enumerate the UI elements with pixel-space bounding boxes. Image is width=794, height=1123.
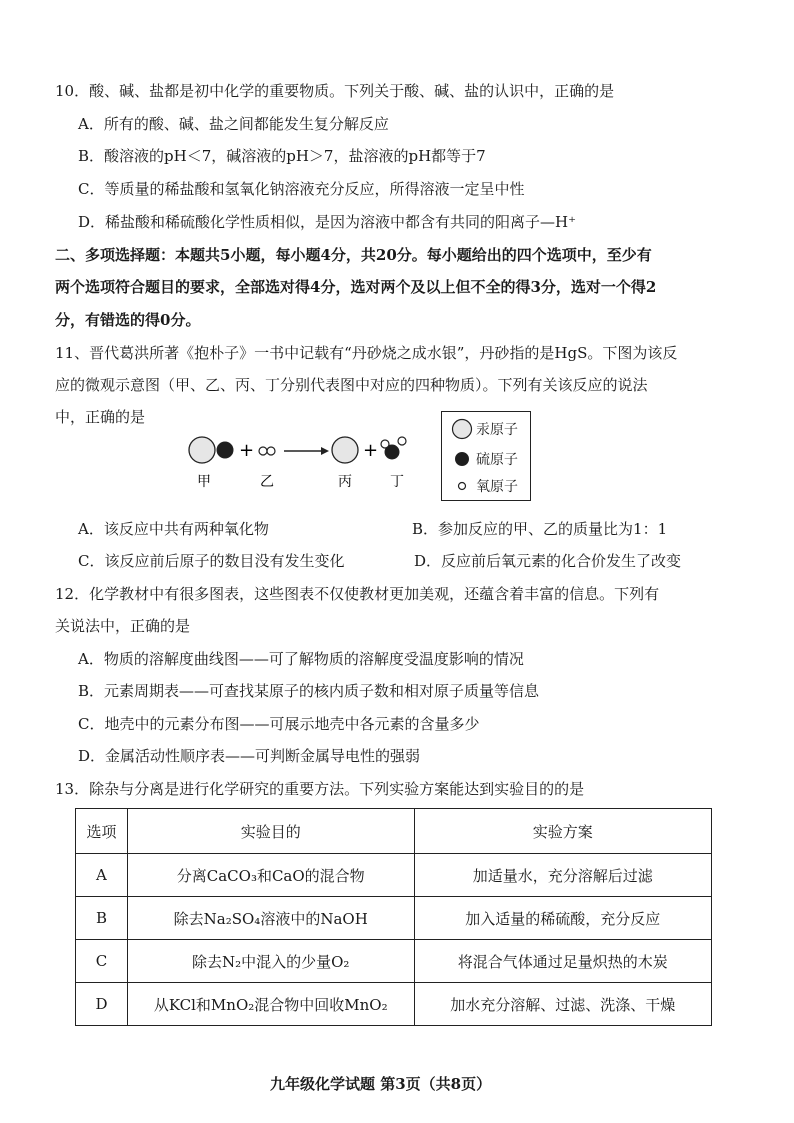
mercury-atom-icon bbox=[450, 418, 474, 440]
table-row bbox=[76, 940, 712, 983]
header-plan: 实验方案 bbox=[414, 809, 712, 854]
section2-line2: 两个选项符合题目的要求，全部选对得4分，选对两个及以上但不全的得3分，选对一个得2 bbox=[55, 278, 657, 296]
table-header-row bbox=[76, 809, 712, 854]
page-footer: 九年级化学试题 第3页（共8页） bbox=[270, 1075, 492, 1093]
label-yi: 乙 bbox=[260, 474, 274, 490]
q10-option-a: A．所有的酸、碱、盐之间都能发生复分解反应 bbox=[78, 115, 389, 133]
table-row bbox=[76, 897, 712, 940]
molecule-ding bbox=[381, 437, 406, 459]
sulfur-atom-icon bbox=[450, 451, 474, 467]
reaction-diagram bbox=[180, 428, 420, 498]
legend-sulfur-label: 硫原子 bbox=[476, 452, 518, 468]
plus-sign-2: + bbox=[363, 440, 379, 461]
row-c-purpose: 除去N₂中混入的少量O₂ bbox=[127, 940, 414, 983]
q11-line3: 中，正确的是 bbox=[55, 408, 146, 426]
molecule-yi bbox=[259, 447, 275, 455]
q12-option-b: B．元素周期表——可查找某原子的核内质子数和相对原子质量等信息 bbox=[78, 682, 540, 700]
q13-stem: 13．除杂与分离是进行化学研究的重要方法。下列实验方案能达到实验目的的是 bbox=[55, 780, 585, 798]
molecule-jia bbox=[189, 437, 233, 463]
q12-option-a: A．物质的溶解度曲线图——可了解物质的溶解度受温度影响的情况 bbox=[78, 650, 524, 668]
molecule-bing bbox=[332, 437, 358, 463]
row-a-plan: 加适量水，充分溶解后过滤 bbox=[414, 854, 712, 897]
experiment-table bbox=[75, 808, 712, 1026]
q10-stem: 10．酸、碱、盐都是初中化学的重要物质。下列关于酸、碱、盐的认识中，正确的是 bbox=[55, 82, 615, 100]
table-row bbox=[76, 983, 712, 1026]
row-d-purpose: 从KCl和MnO₂混合物中回收MnO₂ bbox=[127, 983, 414, 1026]
plus-sign-1: + bbox=[239, 440, 255, 461]
q11-line1: 11、晋代葛洪所著《抱朴子》一书中记载有“丹砂烧之成水银”，丹砂指的是HgS。下图为该反 bbox=[55, 344, 678, 362]
row-c-plan: 将混合气体通过足量炽热的木炭 bbox=[414, 940, 712, 983]
reaction-arrow bbox=[284, 447, 329, 455]
row-b-plan: 加入适量的稀硫酸，充分反应 bbox=[414, 897, 712, 940]
section2-line3: 分，有错选的得0分。 bbox=[55, 311, 201, 329]
row-b-option: B bbox=[76, 897, 128, 940]
row-d-plan: 加水充分溶解、过滤、洗涤、干燥 bbox=[414, 983, 712, 1026]
q11-option-c: C．该反应前后原子的数目没有发生变化 bbox=[78, 552, 345, 570]
label-ding: 丁 bbox=[390, 474, 404, 490]
legend-oxygen-label: 氧原子 bbox=[476, 479, 518, 495]
atom-legend bbox=[441, 411, 531, 501]
q11-option-b: B．参加反应的甲、乙的质量比为1：1 bbox=[412, 520, 668, 538]
q12-option-d: D．金属活动性顺序表——可判断金属导电性的强弱 bbox=[78, 747, 421, 765]
header-option: 选项 bbox=[76, 809, 128, 854]
legend-sulfur bbox=[450, 449, 518, 469]
q10-option-c: C．等质量的稀盐酸和氢氧化钠溶液充分反应，所得溶液一定呈中性 bbox=[78, 180, 525, 198]
row-d-option: D bbox=[76, 983, 128, 1026]
q12-line1: 12．化学教材中有很多图表，这些图表不仅使教材更加美观，还蕴含着丰富的信息。下列有 bbox=[55, 585, 660, 603]
label-bing: 丙 bbox=[338, 474, 352, 490]
header-purpose: 实验目的 bbox=[127, 809, 414, 854]
q11-option-a: A．该反应中共有两种氧化物 bbox=[78, 520, 269, 538]
row-a-option: A bbox=[76, 854, 128, 897]
q10-option-b: B．酸溶液的pH＜7，碱溶液的pH＞7，盐溶液的pH都等于7 bbox=[78, 147, 486, 165]
row-b-purpose: 除去Na₂SO₄溶液中的NaOH bbox=[127, 897, 414, 940]
oxygen-atom-icon bbox=[450, 481, 474, 491]
legend-mercury bbox=[450, 418, 518, 440]
q12-line2: 关说法中，正确的是 bbox=[55, 617, 191, 635]
table-row bbox=[76, 854, 712, 897]
row-a-purpose: 分离CaCO₃和CaO的混合物 bbox=[127, 854, 414, 897]
q11-option-d: D．反应前后氧元素的化合价发生了改变 bbox=[414, 552, 682, 570]
q11-line2: 应的微观示意图（甲、乙、丙、丁分别代表图中对应的四种物质）。下列有关该反应的说法 bbox=[55, 376, 648, 394]
legend-oxygen bbox=[450, 476, 518, 496]
row-c-option: C bbox=[76, 940, 128, 983]
legend-mercury-label: 汞原子 bbox=[476, 422, 518, 438]
q12-option-c: C．地壳中的元素分布图——可展示地壳中各元素的含量多少 bbox=[78, 715, 480, 733]
q10-option-d: D．稀盐酸和稀硫酸化学性质相似，是因为溶液中都含有共同的阳离子—H⁺ bbox=[78, 213, 577, 231]
section2-line1: 二、多项选择题：本题共5小题，每小题4分，共20分。每小题给出的四个选项中，至少有 bbox=[55, 246, 652, 264]
label-jia: 甲 bbox=[197, 474, 211, 490]
